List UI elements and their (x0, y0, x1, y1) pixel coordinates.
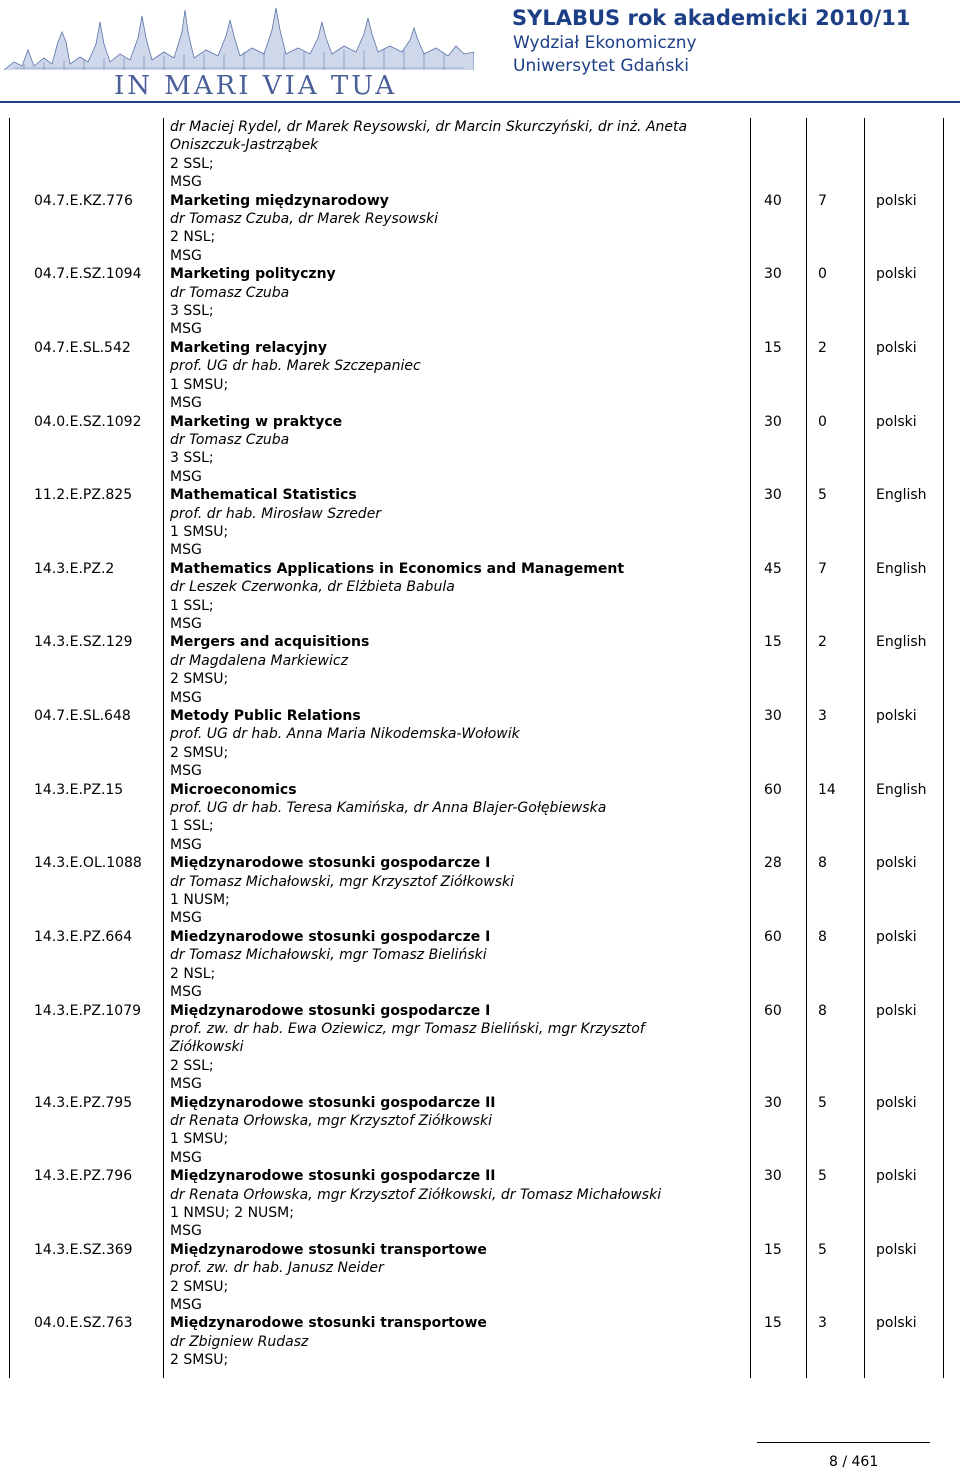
course-code: 14.3.E.SZ.129 (34, 634, 133, 651)
study-level: 1 SMSU; (170, 1131, 229, 1148)
course-row-continued (0, 118, 960, 192)
course-hours: 28 (764, 855, 782, 872)
unit-code: MSG (170, 1297, 202, 1313)
lecturers-line: dr Tomasz Michałowski, mgr Krzysztof Ziółkowski (170, 873, 514, 890)
course-ects: 0 (818, 266, 827, 283)
header-rule (0, 101, 960, 103)
course-title: Marketing międzynarodowy (170, 192, 389, 209)
course-row (0, 265, 960, 339)
unit-code: MSG (170, 1223, 202, 1240)
course-hours: 40 (764, 192, 782, 209)
course-language: polski (876, 1168, 917, 1185)
course-code: 14.3.E.PZ.664 (34, 928, 133, 945)
logo-motto: IN MARI VIA TUA (114, 71, 398, 98)
course-ects: 3 (818, 1315, 827, 1332)
course-description (170, 486, 745, 560)
unit-code: MSG (170, 468, 202, 485)
course-description (170, 1167, 745, 1241)
course-code: 14.3.E.SZ.369 (34, 1241, 133, 1258)
unit-code: MSG (170, 763, 202, 780)
lecturers-line: prof. UG dr hab. Marek Szczepaniec (170, 358, 421, 375)
unit-code: MSG (170, 542, 202, 559)
course-title: Międzynarodowe stosunki gospodarcze I (170, 855, 491, 872)
study-level: 1 SMSU; (170, 523, 229, 540)
course-title: Mathematical Statistics (170, 487, 357, 504)
course-row (0, 1241, 960, 1315)
lecturers-line: dr Tomasz Czuba, dr Marek Reysowski (170, 211, 439, 228)
course-description (170, 1002, 745, 1094)
course-hours: 30 (764, 1168, 782, 1185)
lecturers-line: dr Renata Orłowska, mgr Krzysztof Ziółkowski, dr Tomasz Michałowski (170, 1186, 662, 1203)
course-code: 14.3.E.PZ.795 (34, 1094, 133, 1111)
course-hours: 15 (764, 1315, 782, 1332)
course-hours: 60 (764, 1002, 782, 1019)
university-name: Uniwersytet Gdański (513, 56, 689, 76)
course-description (170, 339, 745, 413)
course-hours: 60 (764, 928, 782, 945)
course-code: 14.3.E.PZ.1079 (34, 1002, 142, 1019)
course-table (0, 118, 960, 1370)
course-description (170, 118, 745, 192)
lecturers-line: dr Maciej Rydel, dr Marek Reysowski, dr Marcin Skurczyński, dr inż. Aneta (170, 119, 688, 135)
course-language: polski (876, 192, 917, 209)
course-language: English (876, 560, 927, 577)
course-row (0, 1094, 960, 1168)
study-level: 2 NSL; (170, 965, 216, 982)
gdansk-skyline-logo (4, 2, 474, 98)
lecturers-line: dr Magdalena Markiewicz (170, 652, 348, 669)
course-code: 14.3.E.PZ.2 (34, 560, 115, 577)
study-level: 1 SSL; (170, 597, 214, 614)
study-level: 3 SSL; (170, 303, 214, 320)
course-code: 04.7.E.SL.542 (34, 339, 131, 356)
page-number: 8 / 461 (829, 1454, 879, 1470)
course-hours: 30 (764, 413, 782, 430)
course-description (170, 192, 745, 266)
course-row (0, 560, 960, 634)
unit-code: MSG (170, 689, 202, 706)
course-language: polski (876, 266, 917, 283)
lecturers-line: prof. zw. dr hab. Ewa Oziewicz, mgr Tomasz Bieliński, mgr Krzysztof (170, 1020, 645, 1037)
course-description (170, 1241, 745, 1315)
lecturers-line: prof. UG dr hab. Anna Maria Nikodemska-Wołowik (170, 726, 520, 743)
lecturers-line: dr Tomasz Michałowski, mgr Tomasz Bieliński (170, 947, 487, 964)
course-hours: 30 (764, 708, 782, 724)
course-code: 04.7.E.SL.648 (34, 708, 131, 724)
course-hours: 15 (764, 1241, 782, 1258)
course-row (0, 192, 960, 266)
study-level: 2 SMSU; (170, 1278, 229, 1295)
course-row (0, 707, 960, 781)
course-code: 04.7.E.SZ.1094 (34, 266, 142, 283)
course-language: polski (876, 1094, 917, 1111)
course-row (0, 1002, 960, 1094)
course-title: Mathematics Applications in Economics and Management (170, 560, 625, 577)
course-language: polski (876, 855, 917, 872)
course-language: polski (876, 1002, 917, 1019)
course-ects: 2 (818, 634, 827, 651)
course-title: Marketing polityczny (170, 266, 336, 283)
course-hours: 30 (764, 487, 782, 504)
university-logo (4, 2, 474, 98)
course-title: Międzynarodowe stosunki gospodarcze II (170, 1168, 496, 1185)
course-description (170, 1094, 745, 1168)
course-description (170, 413, 745, 487)
course-row (0, 781, 960, 855)
course-ects: 14 (818, 781, 836, 798)
course-hours: 15 (764, 634, 782, 651)
course-row (0, 633, 960, 707)
study-level: 2 SMSU; (170, 671, 229, 688)
course-title: Microeconomics (170, 781, 297, 798)
course-ects: 7 (818, 560, 827, 577)
course-row (0, 854, 960, 928)
course-language: polski (876, 708, 917, 724)
course-language: polski (876, 1241, 917, 1258)
course-code: 14.3.E.PZ.796 (34, 1168, 133, 1185)
course-title: Mergers and acquisitions (170, 634, 370, 651)
study-level: 3 SSL; (170, 450, 214, 467)
course-description (170, 560, 745, 634)
unit-code: MSG (170, 1149, 202, 1166)
unit-code: MSG (170, 615, 202, 632)
course-description (170, 633, 745, 707)
course-title: Miedzynarodowe stosunki gospodarcze I (170, 928, 491, 945)
lecturers-line: prof. zw. dr hab. Janusz Neider (170, 1260, 384, 1277)
unit-code: MSG (170, 1076, 202, 1093)
course-title: Międzynarodowe stosunki gospodarcze II (170, 1094, 496, 1111)
course-code: 14.3.E.PZ.15 (34, 781, 124, 798)
course-language: polski (876, 928, 917, 945)
course-ects: 8 (818, 855, 827, 872)
course-row (0, 928, 960, 1002)
course-description (170, 854, 745, 928)
footer-rule (757, 1442, 930, 1443)
course-row (0, 413, 960, 487)
course-language: English (876, 487, 927, 504)
unit-code: MSG (170, 984, 202, 1001)
course-code: 04.0.E.SZ.763 (34, 1315, 133, 1332)
course-hours: 45 (764, 560, 782, 577)
study-level: 1 NUSM; (170, 892, 230, 909)
unit-code: MSG (170, 247, 202, 264)
study-level: 2 SSL; (170, 1057, 214, 1074)
lecturers-line: Ziółkowski (170, 1039, 244, 1056)
lecturers-line: dr Leszek Czerwonka, dr Elżbieta Babula (170, 579, 455, 596)
course-language: polski (876, 1315, 917, 1332)
course-language: polski (876, 339, 917, 356)
study-level: 2 SSL; (170, 155, 214, 172)
lecturers-line: dr Zbigniew Rudasz (170, 1333, 309, 1350)
course-language: English (876, 781, 927, 798)
study-level: 1 SSL; (170, 818, 214, 835)
lecturers-line: dr Tomasz Czuba (170, 284, 290, 301)
study-level: 2 SMSU; (170, 744, 229, 761)
course-ects: 7 (818, 192, 827, 209)
lecturers-line: prof. dr hab. Mirosław Szreder (170, 505, 382, 522)
lecturers-line: prof. UG dr hab. Teresa Kamińska, dr Anna Blajer-Gołębiewska (170, 800, 607, 817)
course-ects: 2 (818, 339, 827, 356)
unit-code: MSG (170, 321, 202, 338)
course-ects: 5 (818, 487, 827, 504)
course-ects: 3 (818, 708, 827, 724)
course-language: polski (876, 413, 917, 430)
course-title: Metody Public Relations (170, 708, 361, 724)
course-ects: 8 (818, 928, 827, 945)
course-description (170, 707, 745, 781)
faculty-name: Wydział Ekonomiczny (513, 33, 697, 53)
course-ects: 8 (818, 1002, 827, 1019)
lecturers-line: dr Renata Orłowska, mgr Krzysztof Ziółkowski (170, 1112, 492, 1129)
course-hours: 30 (764, 1094, 782, 1111)
course-title: Międzynarodowe stosunki transportowe (170, 1241, 487, 1258)
course-title: Międzynarodowe stosunki transportowe (170, 1315, 487, 1332)
study-level: 1 NMSU; 2 NUSM; (170, 1204, 294, 1221)
course-row (0, 339, 960, 413)
page-header (0, 0, 960, 103)
unit-code: MSG (170, 174, 202, 191)
course-description (170, 265, 745, 339)
course-hours: 60 (764, 781, 782, 798)
course-description (170, 1314, 745, 1369)
course-row (0, 486, 960, 560)
study-level: 1 SMSU; (170, 376, 229, 393)
course-row (0, 1314, 960, 1369)
course-description (170, 928, 745, 1002)
course-row (0, 1167, 960, 1241)
course-code: 04.7.E.KZ.776 (34, 192, 133, 209)
study-level: 2 NSL; (170, 229, 216, 246)
course-title: Marketing w praktyce (170, 413, 343, 430)
course-code: 04.0.E.SZ.1092 (34, 413, 142, 430)
course-language: English (876, 634, 927, 651)
course-ects: 5 (818, 1241, 827, 1258)
course-ects: 5 (818, 1094, 827, 1111)
lecturers-line: Oniszczuk-Jastrząbek (170, 137, 319, 154)
study-level: 2 SMSU; (170, 1352, 229, 1369)
unit-code: MSG (170, 836, 202, 853)
lecturers-line: dr Tomasz Czuba (170, 431, 290, 448)
unit-code: MSG (170, 910, 202, 927)
course-description (170, 781, 745, 855)
course-hours: 15 (764, 339, 782, 356)
course-code: 14.3.E.OL.1088 (34, 855, 142, 872)
course-title: Międzynarodowe stosunki gospodarcze I (170, 1002, 491, 1019)
course-hours: 30 (764, 266, 782, 283)
course-code: 11.2.E.PZ.825 (34, 487, 133, 504)
course-title: Marketing relacyjny (170, 339, 328, 356)
syllabus-title: SYLABUS rok akademicki 2010/11 (512, 6, 911, 30)
unit-code: MSG (170, 395, 202, 412)
course-ects: 0 (818, 413, 827, 430)
course-ects: 5 (818, 1168, 827, 1185)
